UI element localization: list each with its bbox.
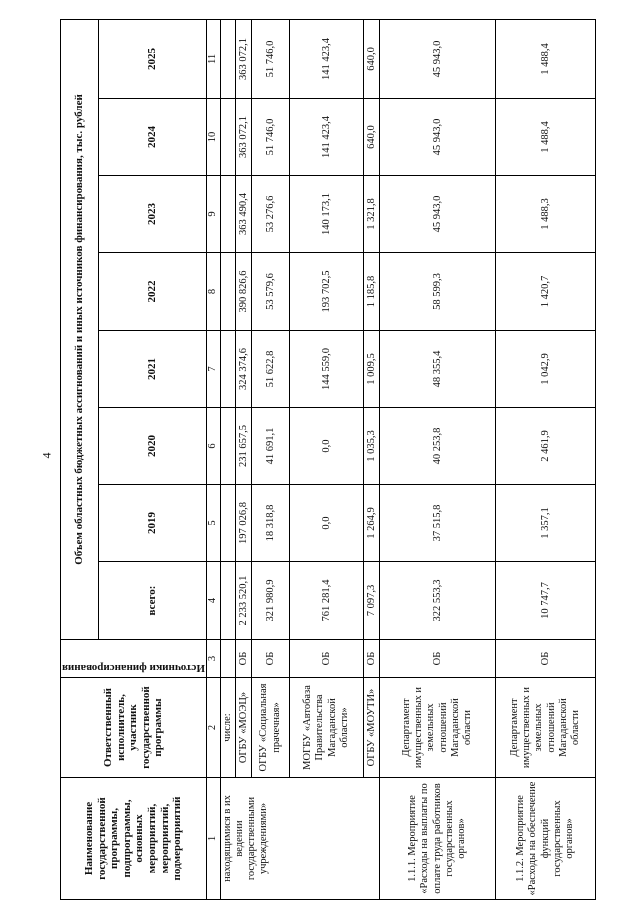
row-value: 1 357,1 bbox=[496, 485, 596, 562]
row-executor: ОГБУ «Социальная прачечная» bbox=[252, 678, 290, 778]
row-source bbox=[220, 640, 235, 678]
row-value: 144 559,0 bbox=[290, 331, 364, 408]
rotated-page bbox=[60, 20, 640, 900]
row-value: 58 599,3 bbox=[380, 253, 496, 331]
row-value: 1 321,8 bbox=[364, 176, 380, 253]
row-value: 1 264,9 bbox=[364, 485, 380, 562]
row-value: 1 420,7 bbox=[496, 253, 596, 331]
header-year: 2021 bbox=[98, 331, 206, 408]
page-number: 4 bbox=[39, 452, 54, 459]
row-value bbox=[220, 253, 235, 331]
header-year: 2020 bbox=[98, 408, 206, 485]
row-value: 1 488,4 bbox=[496, 99, 596, 176]
row-value: 2 233 520,1 bbox=[236, 562, 252, 640]
row-value: 363 072,1 bbox=[236, 19, 252, 98]
row-value: 1 042,9 bbox=[496, 331, 596, 408]
table-row bbox=[220, 19, 235, 899]
row-value bbox=[220, 408, 235, 485]
row-value: 140 173,1 bbox=[290, 176, 364, 253]
header-name: Наименование государственной программы, подпрограммы, основных мероприятий, мероприятий, подмероприятий bbox=[61, 778, 207, 900]
row-value: 363 490,4 bbox=[236, 176, 252, 253]
row-executor: ОГБУ «МОУТИ» bbox=[364, 678, 380, 778]
row-value: 640,0 bbox=[364, 19, 380, 98]
row-value: 7 097,3 bbox=[364, 562, 380, 640]
row-value: 2 461,9 bbox=[496, 408, 596, 485]
row-value: 10 747,7 bbox=[496, 562, 596, 640]
row-executor: числе: bbox=[220, 678, 235, 778]
row-value: 45 943,0 bbox=[380, 19, 496, 98]
row-value: 48 355,4 bbox=[380, 331, 496, 408]
row-value: 141 423,4 bbox=[290, 19, 364, 98]
row-value: 193 702,5 bbox=[290, 253, 364, 331]
row-name: 1.1.2. Мероприятие «Расходы на обеспечение функций государственных органов» bbox=[496, 778, 596, 900]
row-value: 1 488,3 bbox=[496, 176, 596, 253]
row-value: 390 826,6 bbox=[236, 253, 252, 331]
row-value: 321 980,9 bbox=[252, 562, 290, 640]
row-executor: Департамент имущественных и земельных отношений Магаданской области bbox=[496, 678, 596, 778]
row-value: 45 943,0 bbox=[380, 99, 496, 176]
row-value: 37 515,8 bbox=[380, 485, 496, 562]
header-year: 2022 bbox=[98, 253, 206, 331]
row-executor: МОГБУ «Автобаза Правительства Магаданской области» bbox=[290, 678, 364, 778]
col-number: 7 bbox=[206, 331, 220, 408]
col-number: 6 bbox=[206, 408, 220, 485]
row-source: ОБ bbox=[236, 640, 252, 678]
row-value: 363 072,1 bbox=[236, 99, 252, 176]
table-row bbox=[364, 19, 380, 899]
row-source: ОБ bbox=[380, 640, 496, 678]
row-value: 141 423,4 bbox=[290, 99, 364, 176]
header-executor: Ответственный исполнитель, участник государственной программы bbox=[61, 678, 207, 778]
row-name: 1.1.1. Мероприятие «Расходы на выплаты по оплате труда работников государственных органов» bbox=[380, 778, 496, 900]
header-year: всего: bbox=[98, 562, 206, 640]
row-value: 0,0 bbox=[290, 408, 364, 485]
header-year: 2019 bbox=[98, 485, 206, 562]
row-value bbox=[220, 331, 235, 408]
row-value: 51 746,0 bbox=[252, 19, 290, 98]
row-value bbox=[220, 176, 235, 253]
row-source: ОБ bbox=[496, 640, 596, 678]
row-value: 1 009,5 bbox=[364, 331, 380, 408]
header-volume: Объем областных бюджетных ассигнований и иных источников финансирования, тыс. рублей bbox=[61, 19, 99, 639]
col-number: 9 bbox=[206, 176, 220, 253]
row-name: находящимися в их ведении государственными учреждениями» bbox=[220, 778, 379, 900]
table-row bbox=[290, 19, 364, 899]
row-value: 1 035,3 bbox=[364, 408, 380, 485]
row-value: 1 185,8 bbox=[364, 253, 380, 331]
col-number: 8 bbox=[206, 253, 220, 331]
row-value: 324 374,6 bbox=[236, 331, 252, 408]
col-number: 2 bbox=[206, 678, 220, 778]
row-value: 45 943,0 bbox=[380, 176, 496, 253]
row-value: 0,0 bbox=[290, 485, 364, 562]
row-value: 53 276,6 bbox=[252, 176, 290, 253]
row-value: 41 691,1 bbox=[252, 408, 290, 485]
col-number: 5 bbox=[206, 485, 220, 562]
header-year: 2023 bbox=[98, 176, 206, 253]
col-number: 1 bbox=[206, 778, 220, 900]
header-year: 2024 bbox=[98, 99, 206, 176]
row-value: 197 026,8 bbox=[236, 485, 252, 562]
header-year: 2025 bbox=[98, 19, 206, 98]
row-value bbox=[220, 99, 235, 176]
table-row bbox=[236, 19, 252, 899]
row-value: 640,0 bbox=[364, 99, 380, 176]
table-row bbox=[380, 19, 496, 899]
financing-table bbox=[60, 19, 596, 900]
row-source: ОБ bbox=[290, 640, 364, 678]
table-row bbox=[252, 19, 290, 899]
row-value: 231 657,5 bbox=[236, 408, 252, 485]
col-number: 11 bbox=[206, 19, 220, 98]
row-value bbox=[220, 19, 235, 98]
table-row bbox=[496, 19, 596, 899]
row-value: 761 281,4 bbox=[290, 562, 364, 640]
row-value: 51 622,8 bbox=[252, 331, 290, 408]
row-executor: ОГБУ «МОЭЦ» bbox=[236, 678, 252, 778]
header-source: Источники финансирования bbox=[61, 640, 207, 678]
row-source: ОБ bbox=[252, 640, 290, 678]
row-value: 18 318,8 bbox=[252, 485, 290, 562]
row-value: 40 253,8 bbox=[380, 408, 496, 485]
col-number: 4 bbox=[206, 562, 220, 640]
row-source: ОБ bbox=[364, 640, 380, 678]
col-number: 10 bbox=[206, 99, 220, 176]
column-number-row bbox=[206, 19, 220, 899]
row-value: 53 579,6 bbox=[252, 253, 290, 331]
row-value: 322 553,3 bbox=[380, 562, 496, 640]
col-number: 3 bbox=[206, 640, 220, 678]
row-value bbox=[220, 485, 235, 562]
row-value: 1 488,4 bbox=[496, 19, 596, 98]
row-value bbox=[220, 562, 235, 640]
row-executor: Департамент имущественных и земельных отношений Магаданской области bbox=[380, 678, 496, 778]
row-value: 51 746,0 bbox=[252, 99, 290, 176]
